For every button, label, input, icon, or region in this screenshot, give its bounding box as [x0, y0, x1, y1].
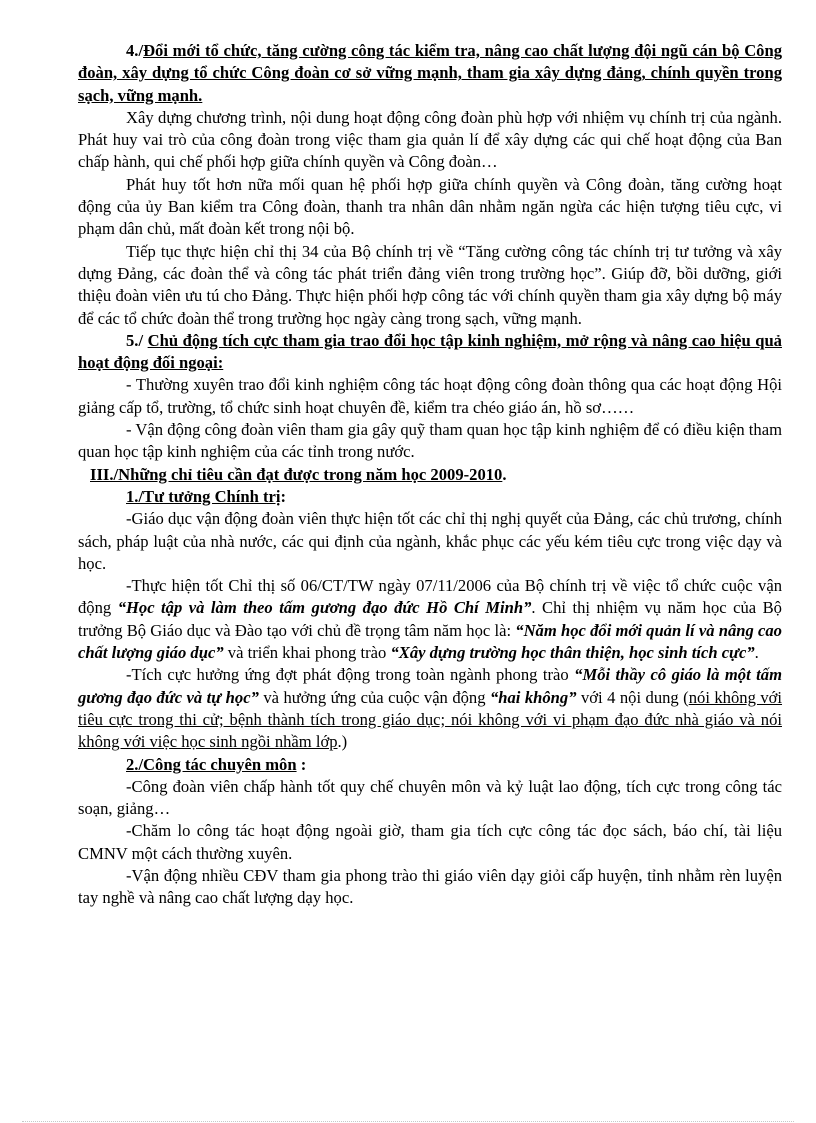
- section-5-paragraph: - Thường xuyên trao đổi kinh nghiệm công tác hoạt động công đoàn thông qua các hoạt động Hội giảng cấp tổ, trường, tổ chức sinh hoạt chuyên đề, kiểm tra chéo giáo án, hồ sơ……: [78, 375, 782, 417]
- section-5-number: 5./: [126, 330, 148, 350]
- section-5-title: Chủ động tích cực tham gia trao đổi học tập kinh nghiệm, mở rộng và nâng cao hiệu quả hoạt động đối ngoại:: [78, 330, 782, 373]
- section-iii-title: III./Những chỉ tiêu cần đạt được trong năm học 2009-2010: [90, 464, 503, 484]
- subsection-2-paragraph: -Vận động nhiều CĐV tham gia phong trào thi giáo viên dạy giỏi cấp huyện, tỉnh nhằm rèn luyện tay nghề và nâng cao chất lượng dạy học.: [78, 865, 782, 908]
- subsection-1-heading: 1./Tư tưởng Chính trị:: [126, 486, 287, 506]
- two-no-campaign: “hai không”: [489, 687, 577, 707]
- section-4-paragraph: Phát huy tốt hơn nữa mối quan hệ phối hợp giữa chính quyền và Công đoàn, tăng cường hoạt động của ủy Ban kiểm tra Công đoàn, thanh tra nhân dân nhằm ngăn ngừa các hiện tượng tiêu cực, vi phạm dân chủ, mất đoàn kết trong nội bộ.: [78, 174, 782, 239]
- section-5-paragraph: - Vận động công đoàn viên tham gia gây quỹ tham quan học tập kinh nghiệm để có điều kiện tham quan học tập kinh nghiệm của các tỉnh trong nước.: [78, 420, 782, 462]
- section-4-heading: [78, 40, 782, 107]
- subsection-2-paragraph: -Công đoàn viên chấp hành tốt quy chế chuyên môn và kỷ luật lao động, tích cực trong công tác soạn, giảng…: [78, 776, 782, 819]
- section-4-paragraph: Tiếp tục thực hiện chỉ thị 34 của Bộ chính trị về “Tăng cường công tác chính trị tư tưởng và xây dựng Đảng, các đoàn thể và công tác phát triển đảng viên trong trường học”. Giúp đỡ, bồi dưỡng, giới thiệu đoàn viên ưu tú cho Đảng. Thực hiện phối hợp công tác với chính quyền tham gia xây dựng bộ máy để các tổ chức đoàn thể trong trường học ngày càng trong sạch, vững mạnh.: [78, 241, 782, 328]
- subsection-1-title: 1./Tư tưởng Chính trị: [126, 486, 281, 506]
- page-bottom-border: [22, 1121, 794, 1122]
- section-4-title: Đổi mới tổ chức, tăng cường công tác kiểm tra, nâng cao chất lượng đội ngũ cán bộ Công đoàn, xây dựng tổ chức Công đoàn cơ sở vững mạnh, tham gia xây dựng đảng, chính quyền trong sạch, vững mạnh.: [78, 41, 782, 105]
- section-4-number: 4./: [126, 41, 144, 60]
- subsection-2-heading: 2./Công tác chuyên môn :: [126, 754, 307, 774]
- four-contents: nói không với tiêu cực trong thi cử; bệnh thành tích trong giáo dục; nói không với vi phạm đạo đức nhà giáo và nói không với việc học sinh ngồi nhầm lớp: [78, 687, 783, 752]
- section-iii-heading: III./Những chỉ tiêu cần đạt được trong năm học 2009-2010.: [90, 464, 507, 484]
- section-5-heading: [78, 330, 782, 375]
- school-year-theme: “Năm học đổi mới quản lí và nâng cao chất lượng giáo dục”: [78, 620, 782, 663]
- teacher-movement-title: “Mỗi thầy cô giáo là một tấm gương đạo đức và tự học”: [78, 665, 782, 707]
- section-4-paragraph: Xây dựng chương trình, nội dung hoạt động công đoàn phù hợp với nhiệm vụ chính trị của ngành. Phát huy vai trò của công đoàn trong việc tham gia quản lí để xây dựng các qui chế hoạt động của Ban chấp hành, qui chế phối hợp giữa chính quyền và Công đoàn…: [78, 107, 782, 172]
- movement-title: “Xây dựng trường học thân thiện, học sinh tích cực”: [390, 643, 755, 663]
- subsection-2-paragraph: -Chăm lo công tác hoạt động ngoài giờ, tham gia tích cực công tác đọc sách, báo chí, tài liệu CMNV một cách thường xuyên.: [78, 821, 782, 863]
- campaign-title: “Học tập và làm theo tấm gương đạo đức Hồ Chí Minh”: [117, 598, 532, 618]
- subsection-1-paragraph: -Giáo dục vận động đoàn viên thực hiện tốt các chỉ thị nghị quyết của Đảng, các chủ trương, chính sách, pháp luật của nhà nước, các qui định của ngành, khắc phục các yếu kém tiêu cực trong việc dạy và học.: [78, 509, 782, 573]
- subsection-2-title: 2./Công tác chuyên môn: [126, 754, 297, 774]
- subsection-1-paragraph: -Tích cực hưởng ứng đợt phát động trong toàn ngành phong trào “Mỗi thầy cô giáo là một tấm gương đạo đức và tự học” và hưởng ứng của cuộc vận động “hai không” với 4 nội dung (nói không với tiêu cực trong thi cử; bệnh thành tích trong giáo dục; nói không với vi phạm đạo đức nhà giáo và nói không với việc học sinh ngồi nhầm lớp.): [78, 665, 783, 752]
- document-page: [78, 40, 782, 910]
- subsection-1-paragraph: -Thực hiện tốt Chỉ thị số 06/CT/TW ngày 07/11/2006 của Bộ chính trị về việc tổ chức cuộc vận động “Học tập và làm theo tấm gương đạo đức Hồ Chí Minh”. Chỉ thị nhiệm vụ năm học của Bộ trưởng Bộ Giáo dục và Đào tạo với chủ đề trọng tâm năm học là: “Năm học đổi mới quản lí và nâng cao chất lượng giáo dục” và triển khai phong trào “Xây dựng trường học thân thiện, học sinh tích cực”.: [78, 576, 782, 663]
